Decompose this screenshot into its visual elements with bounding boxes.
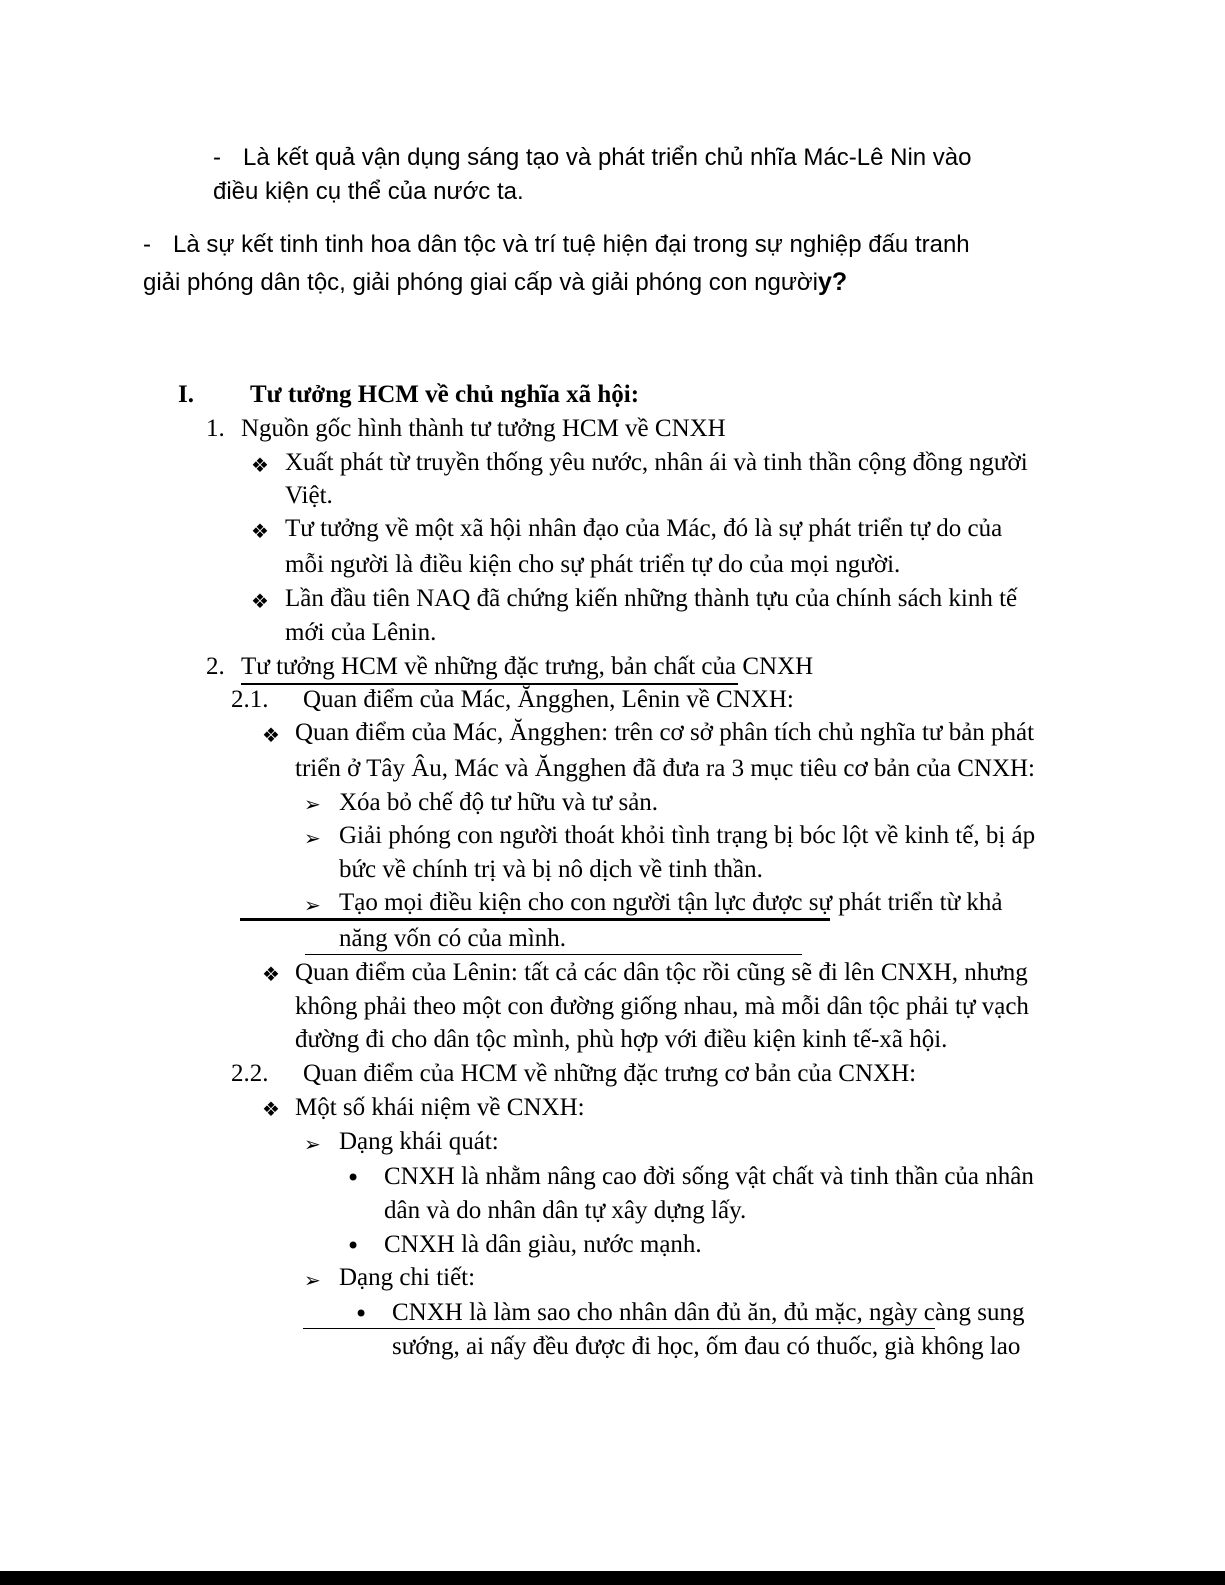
diamond-bullet-icon: ❖ [251, 519, 269, 543]
arrow-bullet-icon: ➢ [304, 792, 321, 816]
dot-bullet-icon: • [346, 1232, 361, 1260]
concepts: Một số khái niệm về CNXH: [295, 1094, 585, 1121]
intro-dash-1: - [213, 144, 221, 171]
s1-number: 1. [206, 415, 225, 442]
underline-rule [240, 918, 830, 921]
s1-b2-line1: Tư tưởng về một xã hội nhân đạo của Mác, đó là sự phát triển tự do của [285, 515, 1003, 542]
detail-item1-line1: CNXH là làm sao cho nhân dân đủ ăn, đủ mặc, ngày càng sung [392, 1299, 1025, 1326]
s1-title: Nguồn gốc hình thành tư tưởng HCM về CNXH [241, 415, 726, 442]
lenin-line2: không phải theo một con đường giống nhau, mà mỗi dân tộc phải tự vạch [295, 993, 1029, 1020]
marx-line1: Quan điểm của Mác, Ăngghen: trên cơ sở phân tích chủ nghĩa tư bản phát [295, 719, 1035, 746]
goal1: Xóa bỏ chế độ tư hữu và tư sản. [339, 789, 659, 816]
diamond-bullet-icon: ❖ [262, 723, 280, 747]
underline-rule [303, 1328, 935, 1329]
arrow-bullet-icon: ➢ [304, 893, 321, 917]
goal3-line1: Tạo mọi điều kiện cho con người tận lực được sự phát triển từ khả [339, 889, 1003, 916]
general-item1-line2: dân và do nhân dân tự xây dựng lấy. [384, 1197, 747, 1224]
s22-title: Quan điểm của HCM về những đặc trưng cơ bản của CNXH: [303, 1060, 917, 1087]
goal2-line1: Giải phóng con người thoát khỏi tình trạng bị bóc lột về kinh tế, bị áp [339, 822, 1036, 849]
general-title: Dạng khái quát: [339, 1128, 499, 1155]
intro-item2-line2-text: giải phóng dân tộc, giải phóng giai cấp và giải phóng con người [143, 269, 818, 296]
s22-number: 2.2. [231, 1060, 269, 1087]
intro-dash-2: - [143, 231, 151, 258]
dot-bullet-icon: • [354, 1300, 369, 1328]
goal3-line2: năng vốn có của mình. [339, 925, 567, 952]
dot-bullet-icon: • [346, 1164, 361, 1192]
s21-title: Quan điểm của Mác, Ăngghen, Lênin về CNXH: [303, 686, 794, 713]
diamond-bullet-icon: ❖ [251, 589, 269, 613]
s1-b3-line2: mới của Lênin. [285, 619, 437, 646]
detail-title: Dạng chi tiết: [339, 1264, 476, 1291]
underline-rule [241, 683, 738, 685]
intro-item2-line2 [143, 270, 847, 295]
s1-b3-line1: Lần đầu tiên NAQ đã chứng kiến những thành tựu của chính sách kinh tế [285, 585, 1018, 612]
diamond-bullet-icon: ❖ [262, 962, 280, 986]
section-number: I. [178, 381, 194, 408]
s21-number: 2.1. [231, 686, 269, 713]
intro-item2-line1: Là sự kết tinh tinh hoa dân tộc và trí tuệ hiện đại trong sự nghiệp đấu tranh [173, 231, 970, 258]
lenin-line1: Quan điểm của Lênin: tất cả các dân tộc rồi cũng sẽ đi lên CNXH, nhưng [295, 959, 1028, 986]
intro-item2-line2-tail: y? [817, 268, 848, 296]
arrow-bullet-icon: ➢ [304, 826, 321, 850]
s1-b2-line2: mỗi người là điều kiện cho sự phát triển tự do của mọi người. [285, 551, 901, 578]
general-item2: CNXH là dân giàu, nước mạnh. [384, 1231, 702, 1258]
arrow-bullet-icon: ➢ [304, 1268, 321, 1292]
general-item1-line1: CNXH là nhằm nâng cao đời sống vật chất và tinh thần của nhân [384, 1163, 1034, 1190]
marx-line2: triển ở Tây Âu, Mác và Ăngghen đã đưa ra 3 mục tiêu cơ bản của CNXH: [295, 755, 1036, 782]
detail-item1-line2: sướng, ai nấy đều được đi học, ốm đau có thuốc, già không lao [392, 1333, 1021, 1360]
goal2-line2: bức về chính trị và bị nô dịch về tinh thần. [339, 856, 763, 883]
s1-b1-line2: Việt. [285, 482, 333, 509]
diamond-bullet-icon: ❖ [251, 453, 269, 477]
diamond-bullet-icon: ❖ [262, 1097, 280, 1121]
intro-item1-line2: điều kiện cụ thể của nước ta. [213, 178, 524, 205]
intro-item1-line1: Là kết quả vận dụng sáng tạo và phát triển chủ nhĩa Mác-Lê Nin vào [243, 144, 972, 171]
s1-b1-line1: Xuất phát từ truyền thống yêu nước, nhân ái và tinh thần cộng đồng người [285, 449, 1028, 476]
section-title: Tư tưởng HCM về chủ nghĩa xã hội: [250, 381, 640, 408]
arrow-bullet-icon: ➢ [304, 1132, 321, 1156]
s2-title: Tư tưởng HCM về những đặc trưng, bản chất của CNXH [241, 653, 814, 680]
lenin-line3: đường đi cho dân tộc mình, phù hợp với điều kiện kinh tế-xã hội. [295, 1026, 948, 1053]
s2-number: 2. [206, 653, 225, 680]
underline-rule [305, 954, 802, 955]
page-bottom-bar [0, 1571, 1225, 1585]
